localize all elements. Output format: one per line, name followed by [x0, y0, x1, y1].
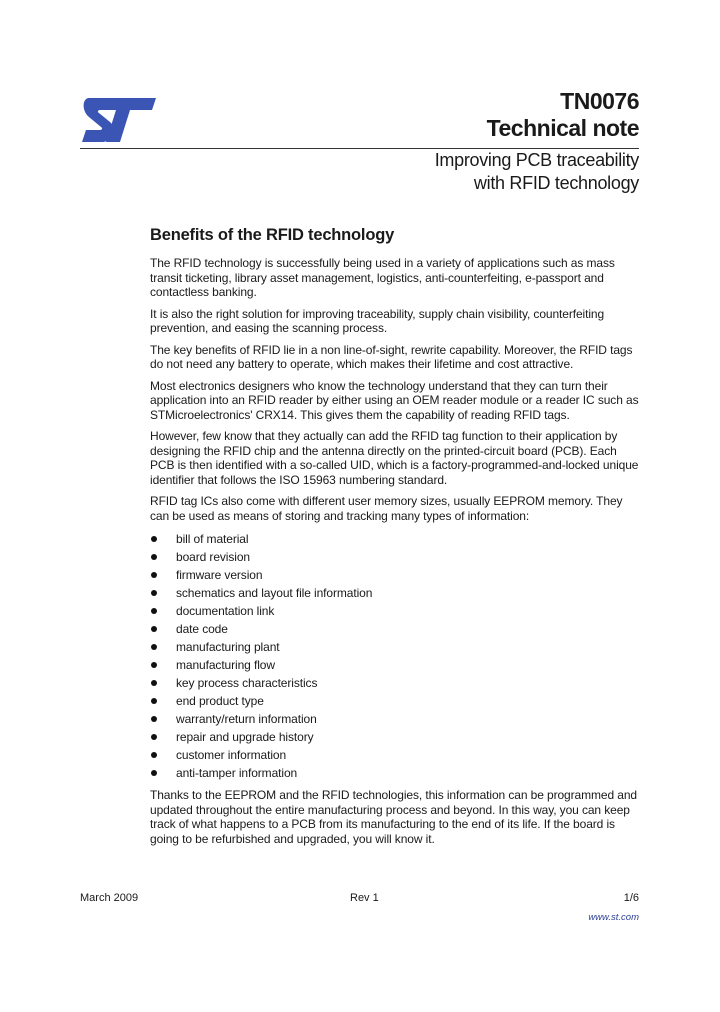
section-heading: Benefits of the RFID technology [150, 226, 395, 244]
list-item [150, 656, 640, 674]
list-item [150, 602, 640, 620]
list-item [150, 584, 640, 602]
bullet-icon [151, 680, 157, 686]
document-number: TN0076 [560, 88, 639, 114]
main-content [150, 224, 640, 853]
list-item-text: manufacturing flow [176, 658, 275, 672]
footer-revision: Rev 1 [350, 892, 379, 904]
list-item [150, 620, 640, 638]
list-item [150, 674, 640, 692]
paragraph-key-benefits: The key benefits of RFID lie in a non line-of-sight, rewrite capability. Moreover, the RFID tags do not need any battery to operate, which makes their lifetime and cost attractive. [150, 342, 633, 371]
subtitle-line-1: Improving PCB traceability [434, 150, 639, 170]
list-item-text: key process characteristics [176, 676, 318, 690]
list-item [150, 710, 640, 728]
list-item [150, 530, 640, 548]
list-item-text: end product type [176, 694, 264, 708]
list-item-text: schematics and layout file information [176, 586, 373, 600]
paragraph-applications: The RFID technology is successfully being used in a variety of applications such as mass transit ticketing, library asset management, logistics, anti-counterfeiting, e-passport and contactless banking. [150, 256, 615, 299]
list-item-text: date code [176, 622, 228, 636]
paragraph-memory: RFID tag ICs also come with different user memory sizes, usually EEPROM memory. They can be used as means of storing and tracking many types of information: [150, 494, 623, 523]
list-item [150, 692, 640, 710]
bullet-icon [151, 572, 157, 578]
list-item-text: anti-tamper information [176, 766, 298, 780]
bullet-icon [151, 698, 157, 704]
paragraph-tag-function: However, few know that they actually can add the RFID tag function to their application by designing the RFID chip and the antenna directly on the printed-circuit board (PCB). Each PCB is then identified with a so-called UID, which is a factory-programmed-and-locked unique identifier that follows the ISO 15963 numbering standard. [150, 429, 639, 487]
paragraph-traceability: It is also the right solution for improving traceability, supply chain visibility, counterfeiting prevention, and easing the scanning process. [150, 306, 605, 335]
list-item [150, 746, 640, 764]
list-item [150, 764, 640, 782]
subtitle-line-2: with RFID technology [473, 173, 639, 193]
footer-page-number: 1/6 [623, 892, 639, 904]
footer-date: March 2009 [80, 892, 139, 904]
list-item [150, 548, 640, 566]
list-item-text: bill of material [176, 532, 249, 546]
list-item-text: documentation link [176, 604, 275, 618]
bullet-icon [151, 716, 157, 722]
paragraph-reader: Most electronics designers who know the technology understand that they can turn their application into an RFID reader by either using an OEM reader module or a reader IC such as STMicroelectronics' CRX14. This gives them the capability of reading RFID tags. [150, 378, 639, 422]
bullet-icon [151, 536, 157, 542]
information-list [150, 530, 640, 782]
list-item-text: warranty/return information [176, 712, 317, 726]
list-item-text: firmware version [176, 568, 263, 582]
bullet-icon [151, 770, 157, 776]
paragraph-conclusion: Thanks to the EEPROM and the RFID technologies, this information can be programmed and updated throughout the entire manufacturing process and beyond. In this way, you can keep track of what happens to a PCB from its manufacturing to the end of its life. If the board is going to be refurbished and upgraded, you will know it. [150, 788, 637, 846]
st-logo [80, 96, 158, 144]
list-item-text: manufacturing plant [176, 640, 280, 654]
bullet-icon [151, 734, 157, 740]
bullet-icon [151, 752, 157, 758]
list-item-text: board revision [176, 550, 250, 564]
list-item [150, 638, 640, 656]
bullet-icon [151, 608, 157, 614]
list-item-text: customer information [176, 748, 287, 762]
list-item [150, 728, 640, 746]
bullet-icon [151, 590, 157, 596]
bullet-icon [151, 644, 157, 650]
list-item-text: repair and upgrade history [176, 730, 314, 744]
website-link[interactable]: www.st.com [588, 912, 639, 923]
document-type: Technical note [486, 115, 639, 141]
bullet-icon [151, 662, 157, 668]
bullet-icon [151, 626, 157, 632]
list-item [150, 566, 640, 584]
document-subtitle [435, 149, 639, 195]
bullet-icon [151, 554, 157, 560]
